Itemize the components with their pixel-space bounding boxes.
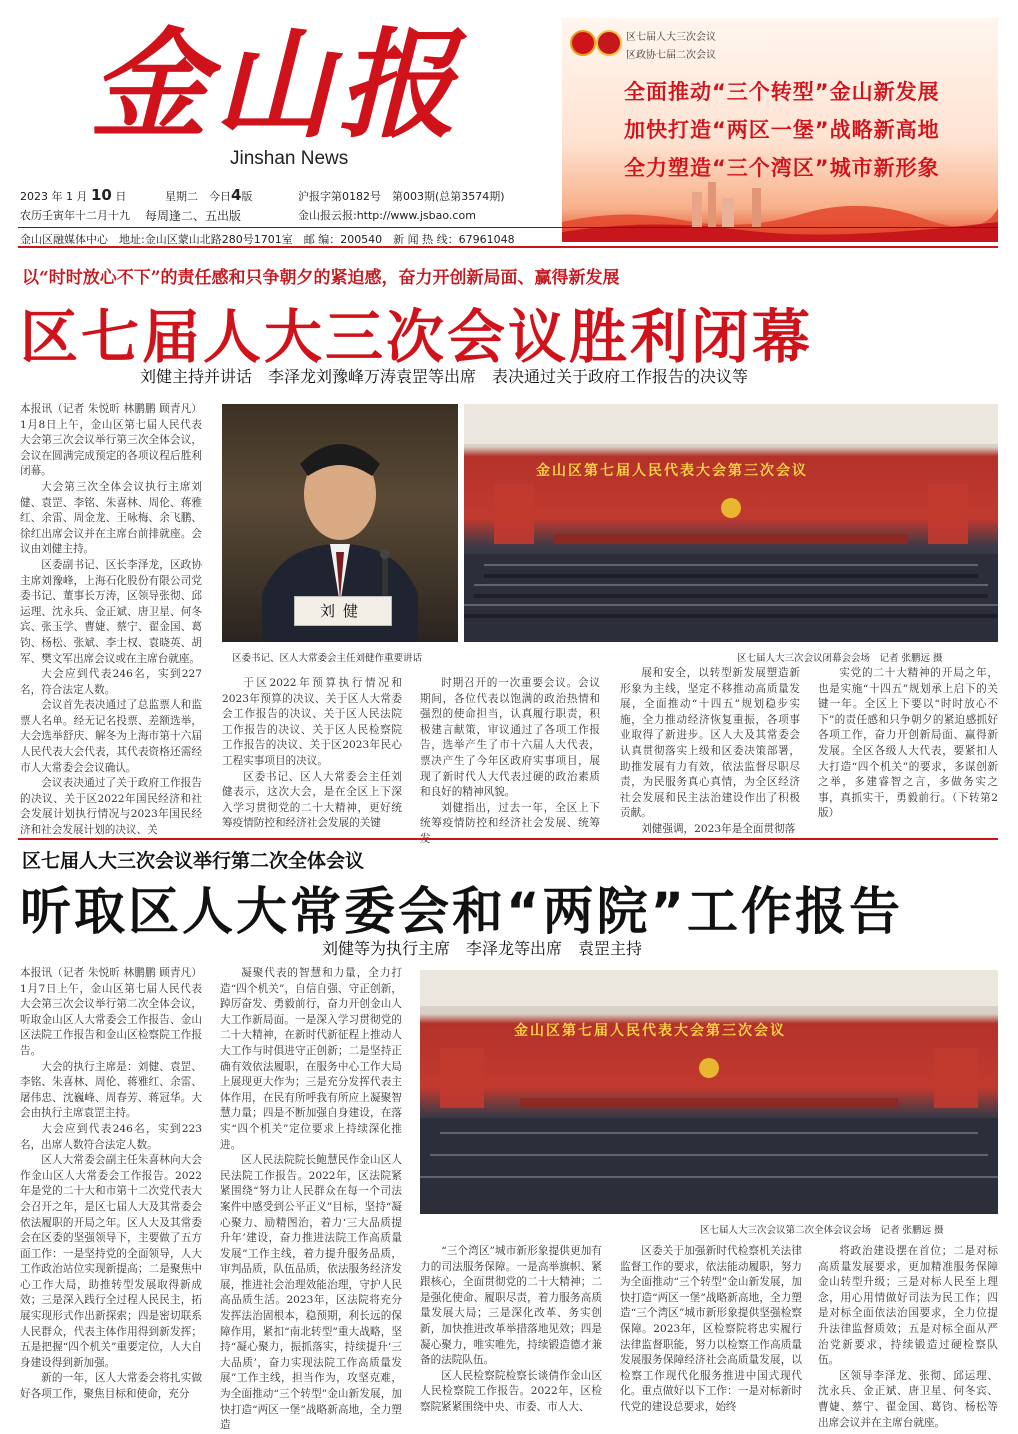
banner-slogan-2: 加快打造“两区一堡”战略新高地 xyxy=(624,118,940,142)
story2-photo-caption: 区七届人大三次会议第二次全体会议会场 记者 张鹏远 摄 xyxy=(700,1225,944,1236)
stage-banner-text: 金山区第七届人民代表大会第三次会议 xyxy=(536,463,808,479)
story1-photo-caption-right: 区七届人大三次会议闭幕会会场 记者 张鹏远 摄 xyxy=(737,653,943,664)
lunar-date: 农历壬寅年十二月十九 xyxy=(20,209,130,222)
website-link[interactable]: 金山报云报:http://www.jsbao.com xyxy=(298,209,476,222)
story2-column-1: 本报讯（记者 朱悦昕 林鹏鹏 顾青凡）1月7日上午，金山区第七届人民代表大会第三次会议举行第二次全体会议，听取金山区人大常委会工作报告、金山区法院工作报告和金山区检察院工作报告。 大会的执行主席是：刘健、袁罡、李铭、朱喜林、周伦、蒋雅红、余雷、屠伟忠、沈巍峰、周春芳、蒋冠华。大会由执行主席袁罡主持。 大会应到代表246名，实到223名，出席人数符合法定人数。 区人大常委会副主任朱喜林向大会作金山区人大常委会工作报告。2022年是党的二十大和市第十二次党代表大会召开之年，是区七届人大及其常委会依法履职的开局之年。区人大及其常委会在区委的坚强领导下，主要做了五方面工作：一是坚持党的全面领导，人大工作政治站位实现新提高；二是聚焦中心工作大局，助推转型发展取得新成效；三是深入践行全过程人民民主，拓展实现形式作出新探索；四是密切联系人民群众，代表主体作用得到新发挥；五是把握“四个机关”重要定位，人大自身建设得到新加强。 新的一年，区人大常委会将扎实做好各项工作，聚焦目标和使命，充分 xyxy=(20,967,202,1401)
national-emblem-icon xyxy=(570,30,596,56)
story1-headline: 区七届人大三次会议胜利闭幕 xyxy=(20,303,814,371)
story1-column-3: 时期召开的一次重要会议。会议期间，各位代表以饱满的政治热情和强烈的使命担当，认真履行职责，积极建言献策，审议通过了各项工作报告，选举产生了市十六届人大代表，票决产生了今年区政府实事项目，展现了新时代人大代表过硬的政治素质和良好的精神风貌。 刘健指出，过去一年，全区上下统筹疫情防控和经济社会发展、统筹 xyxy=(420,677,600,830)
masthead-rule xyxy=(18,246,998,248)
congress-banner xyxy=(562,18,998,242)
story1-subhead: 刘健主持并讲话 李泽龙刘豫峰万涛袁罡等出席 表决通过关于政府工作报告的决议等 xyxy=(140,367,749,386)
banner-line-2: 区政协七届二次会议 xyxy=(626,50,716,61)
hall-scene-graphic xyxy=(464,404,998,642)
masthead-logo xyxy=(90,15,530,170)
logo-english: Jinshan News xyxy=(230,148,349,169)
speaker-nameplate: 刘健 xyxy=(294,596,392,626)
story2-headline: 听取区人大常委会和“两院”工作报告 xyxy=(20,883,904,942)
story1-kicker: 以“时时放心不下”的责任感和只争朝夕的紧迫感，奋力开创新局面、赢得新发展 xyxy=(22,268,620,288)
story1-photo-caption-left: 区委书记、区人大常委会主任刘健作重要讲话 xyxy=(232,653,423,664)
speaker-photo xyxy=(222,404,458,642)
banner-slogan-3: 全力塑造“三个湾区”城市新形象 xyxy=(624,156,940,180)
city-skyline-graphic xyxy=(562,178,998,242)
banner-slogan-1: 全面推动“三个转型”金山新发展 xyxy=(624,80,940,104)
story2-kicker: 区七届人大三次会议举行第二次全体会议 xyxy=(22,850,365,872)
second-session-photo xyxy=(420,970,998,1214)
banner-line-1: 区七届人大三次会议 xyxy=(626,32,716,43)
story2-column-5: 将政治建设摆在首位；二是对标高质量发展要求，更加精准服务保障金山转型升级；三是对标人民至上理念，用心用情做好司法为民工作；四是对标全面依法治国要求，全力位提升法律监督质效；五是对标全面从严治党新要求，持续锻造过硬检察队伍。 区领导李泽龙、张彻、邱运理、沈永兵、金正斌、唐卫星、何冬宾、曹婕、蔡宁、翟金国、葛钧、杨松等出席会议并在主席台就座。 xyxy=(818,1245,998,1429)
story2-subhead: 刘健等为执行主席 李泽龙等出席 袁罡主持 xyxy=(322,939,643,958)
story-divider xyxy=(18,838,998,840)
story1-column-1: 本报讯（记者 朱悦昕 林鹏鹏 顾青凡）1月8日上午，金山区第七届人民代表大会第三次会议举行第三次全体会议，会议在圆满完成预定的各项议程后胜利闭幕。 大会第三次全体会议执行主席刘健、袁罡、李铭、朱喜林、周伦、蒋雅红、余雷、周金龙、王咏梅、余飞鹏、徐红出席会议并在主席台前排就座。会议由刘健主持。 区委副书记、区长李泽龙，区政协主席刘豫峰，上海石化股份有限公司党委书记、董事长万涛，区领导张彻、邱运理、沈永兵、金正斌、唐卫星、何冬宾、张玉学、曹婕、蔡宁、翟金国、葛钧、杨松、张斌、李士权、袁晓英、胡军、樊文军出席会议或在主席台就座。 大会应到代表246名，实到227名，符合法定人数。 会议首先表决通过了总监票人和监票人名单。经无记名投票、差额选举，大会选举舒庆、解冬为上海市第十六届人民代表大会代表，其代表资格还需经市人大常委会会议确认。 会议表决通过了关于政府工作报告的决议、关于区2022年国民经济和社会发展计划执行情况与2023年国民经济和社会发展计划的决议、关 xyxy=(20,403,202,837)
registration-number: 沪报字第0182号 第003期(总第3574期) xyxy=(298,190,505,203)
story1-column-4: 展和安全，以转型新发展塑造新形象为主线，坚定不移推动高质量发展，全面推动“十四五”规划稳步实施，全力推动经济恢复重振，各项事业取得了新进步。区人大及其常委会认真贯彻落实上级和区委决策部署，助推发展有力有效，依法监督尽职尽责，为民服务真心真情，为全区经济社会发展和民主法治建设作出了积极贡献。 刘健强调，2023年是全面贯彻落 xyxy=(620,667,800,835)
story2-column-3: “三个湾区”城市新形象提供更加有力的司法服务保障。一是高举旗帜、紧跟核心，全面贯彻党的二十大精神；二是强化使命、履职尽责，着力服务高质量发展大局；三是深化改革、务实创新，加快推进改革举措落地见效；四是凝心聚力，唯实唯先，持续锻造德才兼备的法院队伍。 区人民检察院检察长谈倩作金山区人民检察院工作报告。2022年，区检察院紧紧围绕中央、市委、市人大、 xyxy=(420,1245,602,1413)
weekday-pages: 星期二 今日4版 xyxy=(165,186,253,204)
issue-date: 2023 年 1 月 10 日 xyxy=(20,186,127,204)
publication-schedule: 每周逢二、五出版 xyxy=(145,209,242,223)
info-rule-top xyxy=(18,227,998,228)
logo-text: 金山报 xyxy=(90,15,463,154)
hall-scene-graphic-2 xyxy=(420,970,998,1214)
publisher-info: 金山区融媒体中心 地址:金山区蒙山北路280号1701室 邮 编：200540 新 闻 热 线：67961048 xyxy=(20,233,515,246)
cppcc-emblem-icon xyxy=(596,30,622,56)
stage-banner-text-2: 金山区第七届人民代表大会第三次会议 xyxy=(514,1023,786,1039)
story2-column-4: 区委关于加强新时代检察机关法律监督工作的要求，依法能动履职，努力为全面推动“三个转型”金山新发展，加快打造“两区一堡”战略新高地，全力塑造“三个湾区”城市新形象提供坚强检察保障。2023年，区检察院将忠实履行法律监督职能，努力以检察工作高质量发展服务保障经济社会高质量发展，以检察工作现代化服务推进中国式现代化。重点做好以下工作：一是对标新时代党的建设总要求，始终 xyxy=(620,1245,802,1413)
story1-column-2: 于区2022年预算执行情况和2023年预算的决议、关于区人大常委会工作报告的决议、关于区人民法院工作报告的决议、关于区人民检察院工作报告的决议、关于区2023年民心工程实事项目的决议。 区委书记、区人大常委会主任刘健表示，这次大会，是在全区上下深入学习贯彻党的二十大精神，更好统筹疫情防控和经济社会发展的关键 xyxy=(222,677,402,830)
closing-session-photo xyxy=(464,404,998,642)
story2-column-2: 凝聚代表的智慧和力量，全力打造“四个机关”，自信自强、守正创新，踔厉奋发、勇毅前行，奋力开创金山人大工作新局面。一是深入学习贯彻党的二十大精神，在新时代新征程上推动人大工作与时俱进守正创新；二是坚持正确有效依法履职，在服务中心工作大局上展现更大作为；三是充分发挥代表主体作用，在民有所呼我有所应上凝聚智慧力量；四是不断加强自身建设，在落实“四个机关”定位要求上持续深化推进。 区人民法院院长鲍慧民作金山区人民法院工作报告。2022年，区法院紧紧围绕“努力让人民群众在每一个司法案件中感受到公平正义”目标，坚持“凝心聚力、励精图治，着力‘三大品质提升年’建设，奋力推进法院工作高质量发展”工作主线，着力提升服务品质，审判品质，队伍品质，依法服务经济发展，推进社会治理效能治理，守护人民高品质生活。2023年，区法院将充分发挥法治固根本，稳预期，利长远的保障作用，紧扣“南北转型”重大战略，坚持“凝心聚力，振抓落实，持续提升‘三大品质’，奋力实现法院工作高质量发展”工作主线，担当作为，攻坚克难，为全面推动“三个转型”金山新发展，加快打造“两区一堡”战略新高地，全力塑造 xyxy=(220,967,402,1432)
story1-column-5: 实党的二十大精神的开局之年，也是实施“十四五”规划承上启下的关键一年。全区上下要以“时时放心不下”的责任感和只争朝夕的紧迫感抓好各项工作，奋力开创新局面、赢得新发展。全区各级人大代表，要紧扣人大打造“四个机关”的要求，多谋创新之举，多建睿智之言，多做务实之事，真抓实干，勇毅前行。（下转第2版） xyxy=(818,667,998,820)
